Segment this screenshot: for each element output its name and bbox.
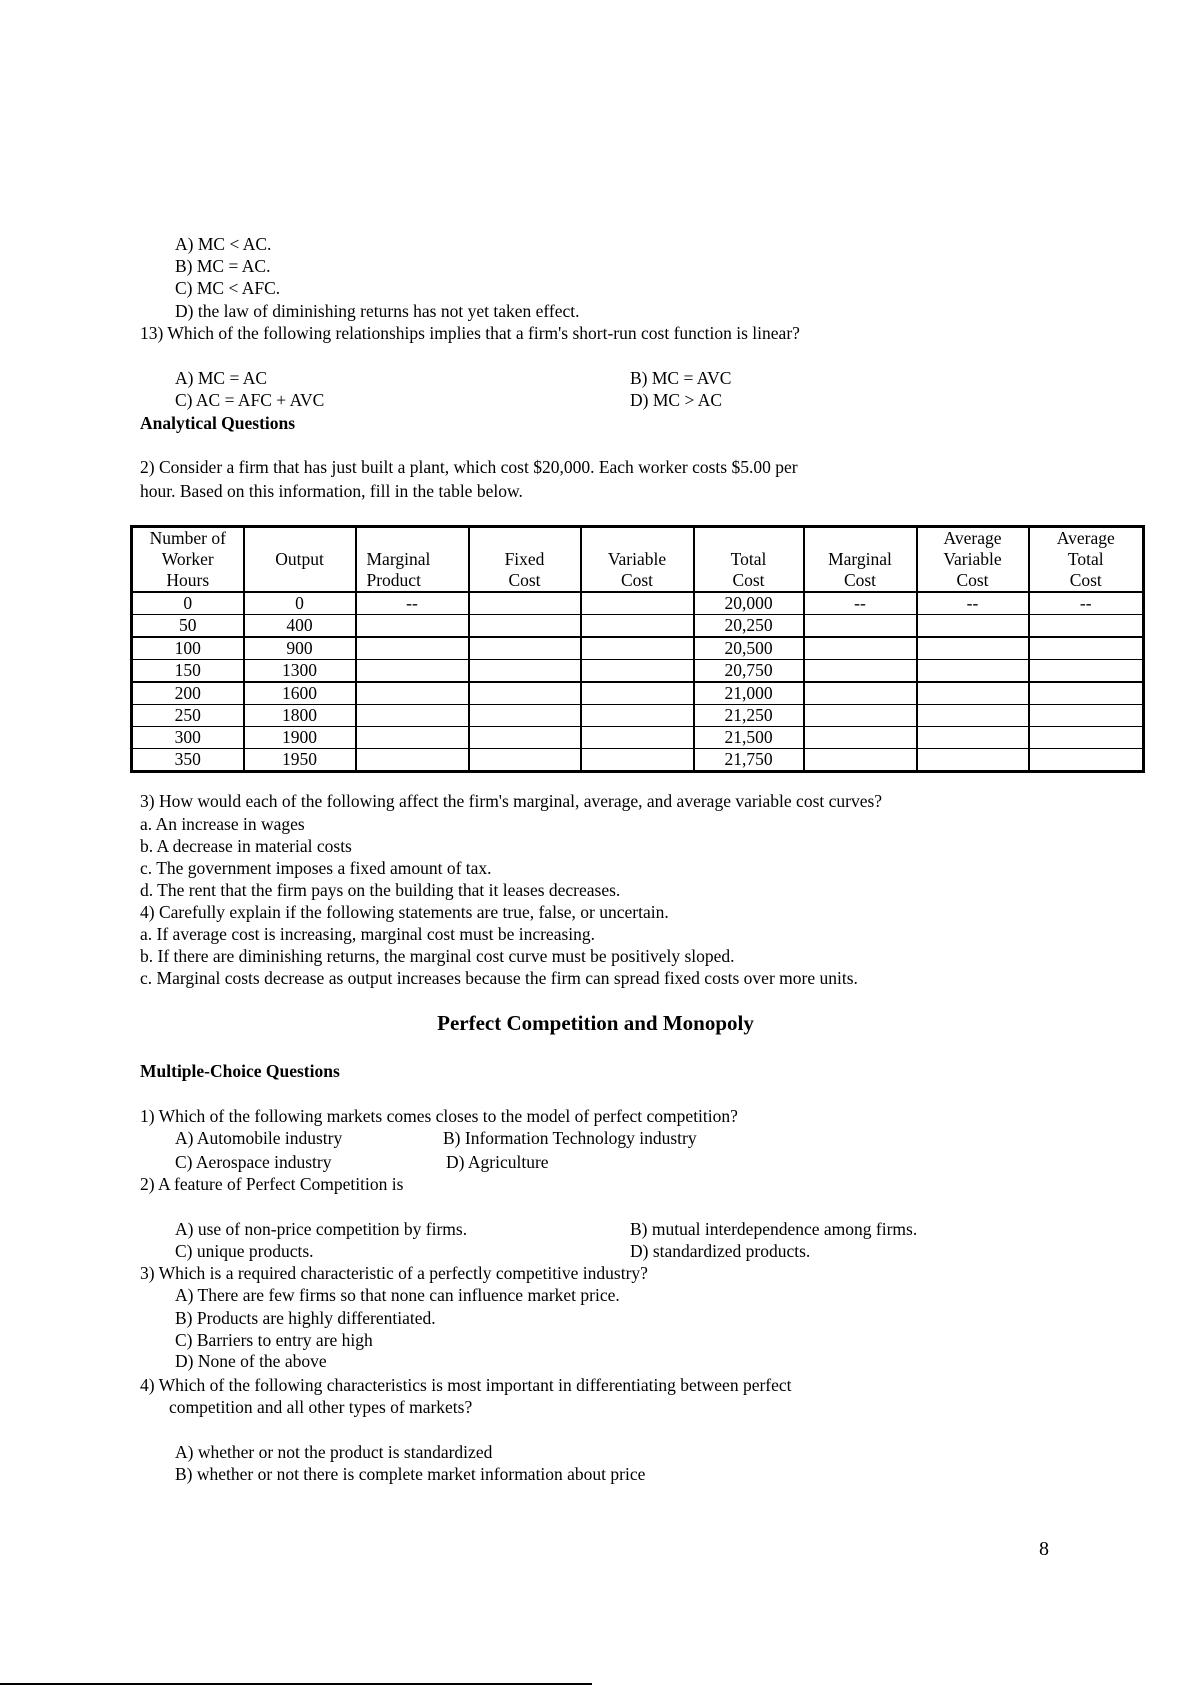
header-marginal-product: Marginal Product xyxy=(356,527,469,593)
table-cell: 21,500 xyxy=(694,727,804,749)
table-cell xyxy=(917,749,1029,772)
mc1-question: 1) Which of the following markets comes closes to the model of perfect competition? xyxy=(140,1106,738,1126)
analytical-q2-line2: hour. Based on this information, fill in the table below. xyxy=(140,481,523,501)
table-cell xyxy=(1029,727,1144,749)
table-cell xyxy=(356,749,469,772)
table-cell xyxy=(804,615,917,638)
table-cell xyxy=(1029,682,1144,705)
table-cell xyxy=(917,705,1029,727)
q13-option-a: A) MC = AC xyxy=(175,368,268,388)
table-cell xyxy=(917,727,1029,749)
q13-option-b: B) MC = AVC xyxy=(630,368,732,388)
mc4-question-line1: 4) Which of the following characteristics is most important in differentiating between perfect xyxy=(140,1375,792,1395)
table-cell xyxy=(917,682,1029,705)
table-cell: 350 xyxy=(132,749,244,772)
table-row xyxy=(132,682,1144,705)
section-title: Perfect Competition and Monopoly xyxy=(437,1011,754,1035)
table-cell xyxy=(356,727,469,749)
table-cell xyxy=(804,705,917,727)
table-cell xyxy=(469,727,581,749)
table-cell: 1900 xyxy=(244,727,356,749)
table-cell xyxy=(469,592,581,615)
table-cell: 21,250 xyxy=(694,705,804,727)
table-cell xyxy=(581,705,694,727)
table-cell: -- xyxy=(804,592,917,615)
table-cell: 200 xyxy=(132,682,244,705)
table-cell xyxy=(581,592,694,615)
mc4-option-b: B) whether or not there is complete market information about price xyxy=(175,1464,646,1484)
q12-option-a: A) MC < AC. xyxy=(175,234,272,254)
table-cell: 1300 xyxy=(244,660,356,683)
q3-item-d: d. The rent that the firm pays on the building that it leases decreases. xyxy=(140,880,621,900)
table-cell xyxy=(917,660,1029,683)
table-cell xyxy=(581,727,694,749)
table-cell: 21,000 xyxy=(694,682,804,705)
table-row xyxy=(132,705,1144,727)
table-cell xyxy=(581,682,694,705)
table-row xyxy=(132,749,1144,772)
table-cell xyxy=(1029,749,1144,772)
table-cell xyxy=(1029,705,1144,727)
table-cell: 1950 xyxy=(244,749,356,772)
table-cell: 300 xyxy=(132,727,244,749)
table-cell xyxy=(804,682,917,705)
mc2-option-b: B) mutual interdependence among firms. xyxy=(630,1219,918,1239)
table-cell xyxy=(1029,660,1144,683)
q13-option-d: D) MC > AC xyxy=(630,390,723,410)
table-cell xyxy=(804,637,917,660)
table-cell xyxy=(581,660,694,683)
table-cell: 1800 xyxy=(244,705,356,727)
header-average-variable-cost: Average Variable Cost xyxy=(917,527,1029,593)
table-row xyxy=(132,637,1144,660)
table-cell: 100 xyxy=(132,637,244,660)
header-average-total-cost: Average Total Cost xyxy=(1029,527,1144,593)
mc2-option-d: D) standardized products. xyxy=(630,1241,811,1261)
mc1-option-c: C) Aerospace industry xyxy=(175,1152,332,1172)
table-cell xyxy=(469,749,581,772)
q12-option-b: B) MC = AC. xyxy=(175,256,271,276)
q3-item-b: b. A decrease in material costs xyxy=(140,836,352,856)
header-fixed-cost: Fixed Cost xyxy=(469,527,581,593)
table-cell: 0 xyxy=(244,592,356,615)
table-cell xyxy=(356,705,469,727)
analytical-q2-line1: 2) Consider a firm that has just built a plant, which cost $20,000. Each worker costs $5.00 per xyxy=(140,457,798,477)
header-marginal-cost: Marginal Cost xyxy=(804,527,917,593)
table-cell: 20,000 xyxy=(694,592,804,615)
table-cell: 21,750 xyxy=(694,749,804,772)
table-cell: 400 xyxy=(244,615,356,638)
table-row xyxy=(132,727,1144,749)
table-cell xyxy=(469,682,581,705)
mc3-option-d: D) None of the above xyxy=(175,1351,327,1371)
mc1-option-d: D) Agriculture xyxy=(446,1152,549,1172)
mc3-option-b: B) Products are highly differentiated. xyxy=(175,1308,436,1328)
mc-subheading: Multiple-Choice Questions xyxy=(140,1061,340,1081)
table-cell xyxy=(356,660,469,683)
cost-table xyxy=(130,525,1145,773)
q12-option-d: D) the law of diminishing returns has not yet taken effect. xyxy=(175,301,580,321)
q4-item-a: a. If average cost is increasing, marginal cost must be increasing. xyxy=(140,924,596,944)
table-cell xyxy=(581,749,694,772)
header-total-cost: Total Cost xyxy=(694,527,804,593)
mc4-option-a: A) whether or not the product is standardized xyxy=(175,1442,493,1462)
table-cell xyxy=(581,637,694,660)
table-cell: 0 xyxy=(132,592,244,615)
q4-question: 4) Carefully explain if the following statements are true, false, or uncertain. xyxy=(140,902,669,922)
table-cell: 20,250 xyxy=(694,615,804,638)
mc1-option-b: B) Information Technology industry xyxy=(443,1128,697,1148)
mc2-option-c: C) unique products. xyxy=(175,1241,314,1261)
table-cell: 900 xyxy=(244,637,356,660)
table-cell xyxy=(1029,637,1144,660)
table-cell xyxy=(1029,615,1144,638)
mc2-question: 2) A feature of Perfect Competition is xyxy=(140,1174,404,1194)
q4-item-c: c. Marginal costs decrease as output increases because the firm can spread fixed costs over more units. xyxy=(140,968,858,988)
table-cell xyxy=(581,615,694,638)
table-cell: 50 xyxy=(132,615,244,638)
table-cell xyxy=(917,615,1029,638)
table-header-row xyxy=(132,527,1144,593)
q12-option-c: C) MC < AFC. xyxy=(175,278,281,298)
q13-option-c: C) AC = AFC + AVC xyxy=(175,390,325,410)
mc2-option-a: A) use of non-price competition by firms. xyxy=(175,1219,468,1239)
table-cell xyxy=(356,637,469,660)
table-cell xyxy=(469,705,581,727)
table-cell xyxy=(469,615,581,638)
mc1-option-a: A) Automobile industry xyxy=(175,1128,343,1148)
mc3-option-a: A) There are few firms so that none can influence market price. xyxy=(175,1285,620,1305)
table-row xyxy=(132,592,1144,615)
q3-item-a: a. An increase in wages xyxy=(140,814,305,834)
table-cell xyxy=(804,749,917,772)
mc3-option-c: C) Barriers to entry are high xyxy=(175,1330,373,1350)
mc3-question: 3) Which is a required characteristic of a perfectly competitive industry? xyxy=(140,1263,648,1283)
table-cell: 150 xyxy=(132,660,244,683)
table-cell: -- xyxy=(356,592,469,615)
table-cell xyxy=(469,637,581,660)
header-variable-cost: Variable Cost xyxy=(581,527,694,593)
table-cell xyxy=(469,660,581,683)
table-cell: 20,500 xyxy=(694,637,804,660)
q3-question: 3) How would each of the following affect the firm's marginal, average, and average variable cost curves? xyxy=(140,791,883,811)
table-row xyxy=(132,660,1144,683)
analytical-heading: Analytical Questions xyxy=(140,413,296,433)
table-cell xyxy=(804,660,917,683)
q3-item-c: c. The government imposes a fixed amount of tax. xyxy=(140,858,492,878)
q4-item-b: b. If there are diminishing returns, the marginal cost curve must be positively sloped. xyxy=(140,946,735,966)
header-worker-hours: Number of Worker Hours xyxy=(132,527,244,593)
table-cell xyxy=(804,727,917,749)
table-cell xyxy=(356,682,469,705)
header-output: Output xyxy=(244,527,356,593)
table-cell: 1600 xyxy=(244,682,356,705)
table-cell: -- xyxy=(917,592,1029,615)
table-cell: 20,750 xyxy=(694,660,804,683)
q13-question: 13) Which of the following relationships implies that a firm's short-run cost function is linear? xyxy=(140,323,800,343)
table-row xyxy=(132,615,1144,638)
table-cell: -- xyxy=(1029,592,1144,615)
table-cell xyxy=(917,637,1029,660)
page-number: 8 xyxy=(1039,1538,1049,1560)
table-cell: 250 xyxy=(132,705,244,727)
table-cell xyxy=(356,615,469,638)
mc4-question-line2: competition and all other types of markets? xyxy=(169,1397,473,1417)
